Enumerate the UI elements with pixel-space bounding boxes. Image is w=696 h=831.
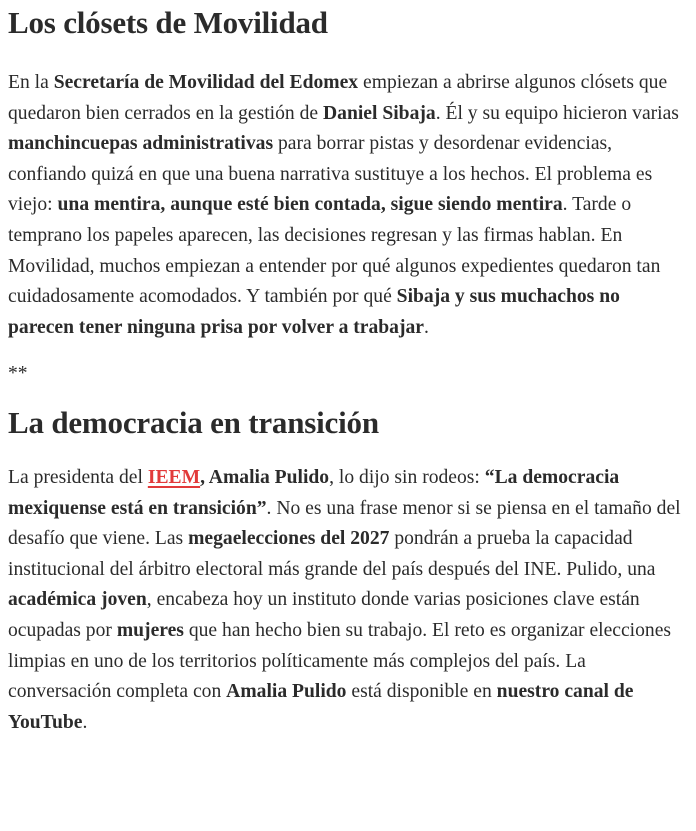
bold-run: “La democracia mexiquense está en transición” bbox=[8, 466, 620, 519]
bold-run: , Amalia Pulido bbox=[200, 466, 330, 488]
text-run: , lo dijo sin rodeos: bbox=[329, 466, 485, 488]
paragraph-democracia bbox=[8, 463, 688, 738]
bold-run: megaelecciones del 2027 bbox=[188, 528, 390, 550]
text-run: que han hecho bien su trabajo. El reto es organizar elecciones limpias en uno de los territorios políticamente más complejos del país. La conversación completa con bbox=[8, 619, 672, 703]
section-separator: ** bbox=[8, 363, 28, 385]
bold-run: Sibaja y sus muchachos no parecen tener ninguna prisa por volver a trabajar bbox=[8, 286, 620, 338]
bold-run: manchincuepas administrativas bbox=[8, 133, 274, 155]
bold-run: nuestro canal de YouTube bbox=[8, 681, 634, 733]
text-run: . bbox=[82, 711, 88, 733]
bold-run: mujeres bbox=[116, 619, 184, 641]
bold-run: una mentira, aunque esté bien contada, sigue siendo mentira bbox=[57, 194, 563, 216]
text-run: En la bbox=[8, 72, 54, 93]
section-heading-democracia: La democracia en transición bbox=[8, 404, 379, 440]
text-run: . No es una frase menor si se piensa en el tamaño del desafío que viene. Las bbox=[8, 497, 681, 550]
ieem-link[interactable]: IEEM bbox=[147, 466, 201, 488]
bold-run: académica joven bbox=[8, 589, 147, 611]
paragraph-movilidad bbox=[8, 68, 688, 343]
text-run: . Tarde o temprano los papeles aparecen, las decisiones regresan y las firmas hablan. En Movilidad, muchos empiezan a entender por qué algunos expedientes quedaron tan cuidadosamente acomodados. Y también por qué bbox=[8, 194, 661, 308]
text-run: pondrán a prueba la capacidad institucional del árbitro electoral más grande del país después del INE. Pulido, una bbox=[8, 528, 656, 580]
article-body bbox=[8, 0, 688, 738]
text-run: La presidenta del bbox=[8, 466, 148, 488]
text-run: . bbox=[424, 316, 429, 338]
bold-run: Daniel Sibaja bbox=[323, 102, 436, 124]
text-run: , encabeza hoy un instituto donde varias posiciones clave están ocupadas por bbox=[8, 589, 640, 641]
text-run: está disponible en bbox=[346, 681, 497, 703]
text-run: . Él y su equipo hicieron varias bbox=[435, 102, 679, 124]
text-run: para borrar pistas y desordenar evidencias, confiando quizá en que una buena narrativa sustituye a los hechos. El problema es viejo: bbox=[8, 133, 653, 216]
section-heading-movilidad: Los clósets de Movilidad bbox=[8, 5, 328, 40]
text-run: empiezan a abrirse algunos clósets que quedaron bien cerrados en la gestión de bbox=[8, 72, 668, 124]
bold-run: Amalia Pulido bbox=[226, 681, 347, 703]
bold-run: Secretaría de Movilidad del Edomex bbox=[53, 72, 359, 93]
